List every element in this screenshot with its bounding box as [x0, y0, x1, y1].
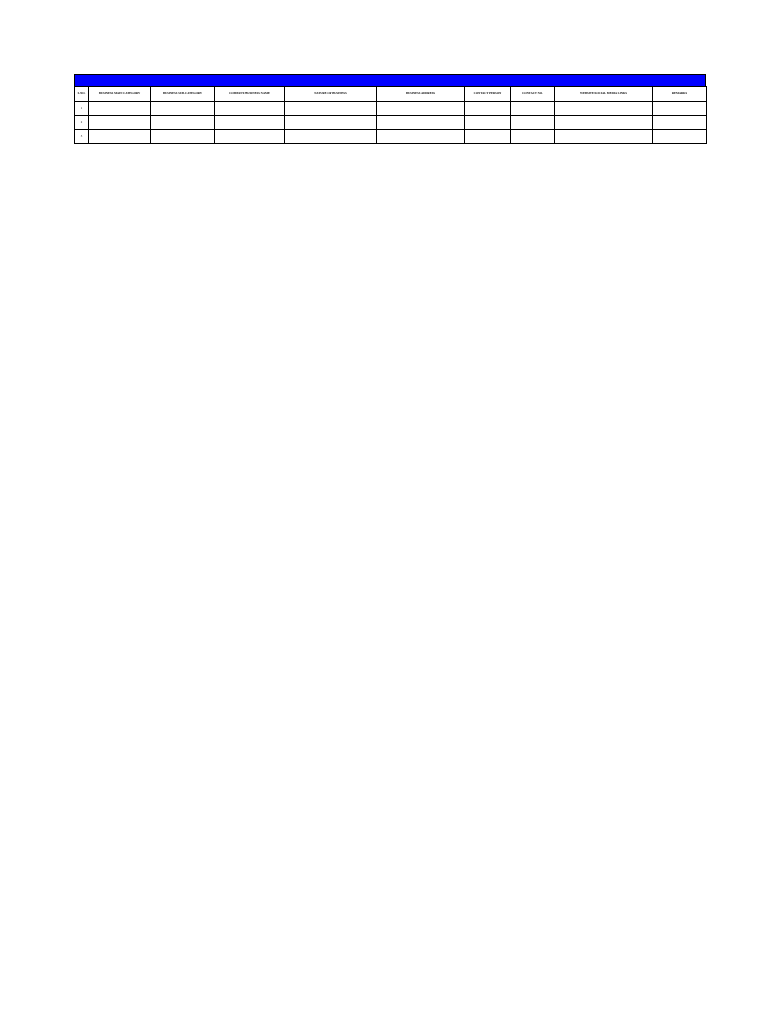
col-header-sub-category: BUSINESS SUB-CATEGORY [151, 87, 215, 102]
table-row [75, 116, 707, 130]
directory-table [74, 86, 707, 144]
cell-remarks [653, 116, 707, 130]
col-header-sno: S.NO. [75, 87, 89, 102]
cell-sno: 1 [75, 102, 89, 116]
spreadsheet [74, 74, 706, 144]
cell-company [215, 102, 285, 116]
cell-main-category [89, 130, 151, 144]
col-header-main-category: BUSINESS MAIN CATEGORY [89, 87, 151, 102]
cell-nature [285, 130, 377, 144]
header-row [75, 87, 707, 102]
col-header-website: WEBSITE/SOCIAL MEDIA LINKS [555, 87, 653, 102]
cell-sno: 2 [75, 116, 89, 130]
cell-website[interactable] [555, 130, 653, 144]
col-header-remarks: REMARKS [653, 87, 707, 102]
col-header-nature: NATURE OF BUSINESS [285, 87, 377, 102]
cell-website[interactable] [555, 116, 653, 130]
cell-address [377, 116, 465, 130]
col-header-contact-no: CONTACT NO. [511, 87, 555, 102]
col-header-company: COMPANY/BUSINESS NAME [215, 87, 285, 102]
cell-sub-category [151, 102, 215, 116]
cell-company [215, 130, 285, 144]
cell-nature [285, 116, 377, 130]
cell-nature [285, 102, 377, 116]
col-header-contact-person: CONTACT PERSON [465, 87, 511, 102]
cell-address [377, 130, 465, 144]
cell-remarks [653, 130, 707, 144]
cell-contact-no [511, 130, 555, 144]
cell-remarks [653, 102, 707, 116]
col-header-address: BUSINESS ADDRESS [377, 87, 465, 102]
table-row [75, 102, 707, 116]
cell-contact-no [511, 102, 555, 116]
cell-sub-category [151, 130, 215, 144]
cell-contact-no [511, 116, 555, 130]
table-row [75, 130, 707, 144]
cell-contact-person [465, 116, 511, 130]
cell-website[interactable] [555, 102, 653, 116]
cell-main-category [89, 116, 151, 130]
cell-sno: 3 [75, 130, 89, 144]
cell-address [377, 102, 465, 116]
cell-contact-person [465, 130, 511, 144]
cell-main-category [89, 102, 151, 116]
cell-sub-category [151, 116, 215, 130]
cell-company [215, 116, 285, 130]
sheet-title-bar [74, 74, 706, 86]
cell-contact-person [465, 102, 511, 116]
